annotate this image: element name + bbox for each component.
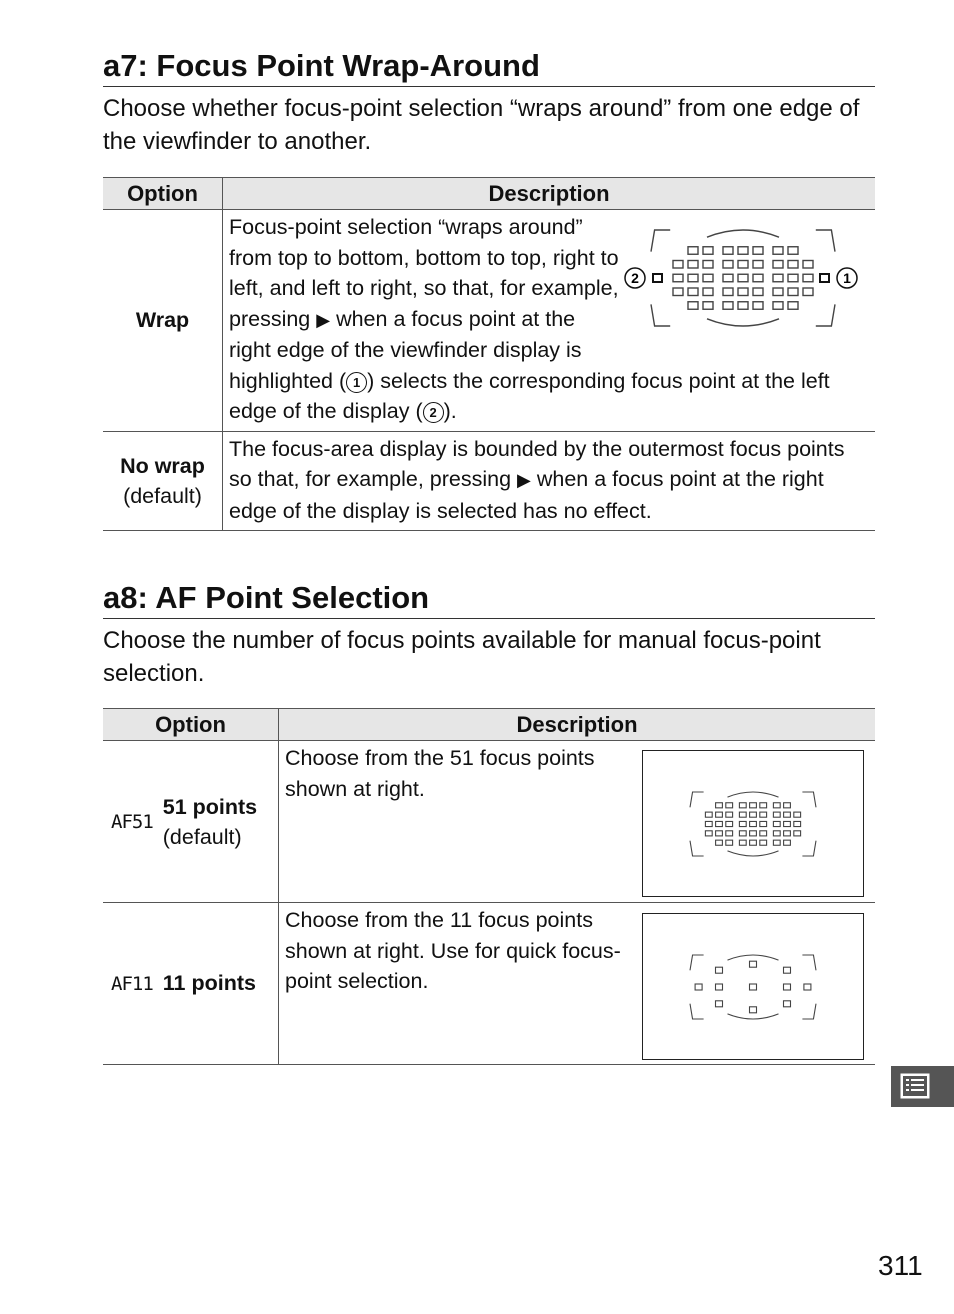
frame-arc	[707, 319, 779, 326]
focus-point	[705, 812, 712, 817]
focus-point	[716, 984, 723, 990]
a7-description-header: Description	[223, 178, 876, 210]
a7-intro: Choose whether focus-point selection “wraps around” from one edge of the viewfinder to another.	[103, 95, 860, 155]
focus-point	[739, 812, 746, 817]
a8-intro: Choose the number of focus points available for manual focus-point selection.	[103, 627, 821, 687]
right-arrow-icon: ▶	[316, 309, 331, 330]
focus-point	[773, 247, 783, 255]
focus-point	[688, 261, 698, 269]
focus-point	[688, 288, 698, 296]
focus-point	[695, 984, 702, 990]
a8-description-header: Description	[279, 709, 876, 741]
wrap-desc-part4: ).	[443, 399, 457, 423]
focus-point	[760, 812, 767, 817]
focus-point	[750, 812, 757, 817]
frame-arc	[728, 851, 779, 856]
focus-point	[750, 831, 757, 836]
focus-point	[750, 984, 757, 990]
focus-point	[716, 1001, 723, 1007]
desc-51-points: Choose from the 51 focus points shown at right.	[285, 746, 595, 801]
focus-point	[726, 803, 733, 808]
frame-corner	[816, 304, 835, 326]
menu-list-icon	[891, 1066, 954, 1107]
callout-1	[837, 268, 857, 288]
focus-point	[705, 821, 712, 826]
focus-point	[723, 288, 733, 296]
svg-text:2: 2	[631, 270, 639, 286]
callout-1-inline: 1	[346, 372, 367, 393]
focus-point	[753, 274, 763, 282]
focus-point	[688, 247, 698, 255]
svg-text:1: 1	[843, 270, 851, 286]
frame-corner	[816, 230, 835, 252]
focus-point	[705, 831, 712, 836]
focus-point	[723, 247, 733, 255]
focus-point	[784, 812, 791, 817]
frame-arc	[728, 955, 779, 960]
focus-point	[773, 261, 783, 269]
focus-point	[723, 302, 733, 310]
focus-point	[716, 831, 723, 836]
focus-point	[726, 821, 733, 826]
focus-point	[753, 261, 763, 269]
focus-point	[803, 274, 813, 282]
focus-point	[760, 821, 767, 826]
focus-point	[738, 288, 748, 296]
a8-title: a8: AF Point Selection	[103, 580, 875, 619]
focus-point	[750, 961, 757, 967]
option-no-wrap	[103, 431, 223, 531]
no-wrap-desc-part1: The focus-area display is bounded by the outermost focus points so that, for example, pressing	[229, 436, 845, 491]
table-row	[103, 210, 875, 432]
frame-arc	[728, 792, 779, 797]
frame-arc	[707, 230, 779, 237]
focus-point	[739, 803, 746, 808]
frame-corner	[651, 304, 670, 326]
focus-point	[794, 831, 801, 836]
frame-corner	[802, 792, 816, 807]
focus-point	[803, 288, 813, 296]
option-wrap: Wrap	[103, 210, 223, 432]
focus-point	[773, 831, 780, 836]
callout-2	[625, 268, 645, 288]
focus-point	[788, 302, 798, 310]
focus-point	[703, 288, 713, 296]
focus-point	[788, 274, 798, 282]
focus-point	[773, 302, 783, 310]
focus-point	[716, 840, 723, 845]
focus-point	[716, 821, 723, 826]
desc-11-points: Choose from the 11 focus points shown at right. Use for quick focus-point selection.	[285, 908, 621, 993]
focus-point	[703, 261, 713, 269]
focus-point	[726, 812, 733, 817]
focus-point	[788, 288, 798, 296]
focus-point	[688, 274, 698, 282]
focus-point	[784, 967, 791, 973]
callout-2-inline: 2	[423, 402, 444, 423]
focus-point	[760, 840, 767, 845]
no-wrap-description	[223, 432, 875, 531]
focus-point	[703, 274, 713, 282]
highlighted-left-point	[653, 274, 662, 282]
frame-corner	[802, 841, 816, 856]
a7-options-table	[103, 177, 875, 531]
focus-point	[784, 831, 791, 836]
page-number: 311	[878, 1250, 923, 1281]
focus-point	[773, 803, 780, 808]
focus-point	[703, 302, 713, 310]
focus-point	[716, 803, 723, 808]
focus-point	[723, 261, 733, 269]
focus-point	[773, 288, 783, 296]
focus-point	[750, 1007, 757, 1013]
focus-point	[794, 821, 801, 826]
focus-point	[716, 812, 723, 817]
right-arrow-icon: ▶	[517, 470, 531, 490]
frame-corner	[651, 230, 670, 252]
frame-arc	[728, 1014, 779, 1019]
focus-point	[739, 831, 746, 836]
focus-point	[784, 840, 791, 845]
focus-point	[773, 812, 780, 817]
focus-point	[760, 831, 767, 836]
focus-point	[750, 821, 757, 826]
focus-point	[738, 274, 748, 282]
focus-point	[784, 1001, 791, 1007]
af51-icon: AF51	[111, 810, 153, 833]
wrap-desc-part2: when a focus point at the right edge of the viewfinder display is highlighted (	[229, 306, 582, 393]
focus-point	[673, 288, 683, 296]
focus-point	[673, 261, 683, 269]
viewfinder-51-points-diagram	[642, 750, 864, 897]
table-row	[103, 431, 875, 531]
viewfinder-11-points-diagram	[642, 913, 864, 1060]
focus-point	[788, 247, 798, 255]
focus-point	[726, 831, 733, 836]
focus-point	[688, 302, 698, 310]
focus-point	[739, 840, 746, 845]
wrap-desc-part3: ) selects the corresponding focus point at the left edge of the display (	[229, 368, 830, 423]
focus-point	[738, 247, 748, 255]
focus-point	[784, 803, 791, 808]
wrap-description	[223, 210, 875, 431]
focus-point	[803, 261, 813, 269]
focus-point	[673, 274, 683, 282]
focus-point	[703, 247, 713, 255]
frame-corner	[802, 955, 816, 970]
focus-point	[726, 840, 733, 845]
frame-corner	[690, 792, 704, 807]
no-wrap-desc-part2: when a focus point at the right edge of the display is selected has no effect.	[229, 467, 824, 523]
focus-point	[788, 261, 798, 269]
option-11-points: 11 points	[162, 971, 256, 995]
focus-point	[716, 967, 723, 973]
focus-point	[773, 840, 780, 845]
focus-point	[760, 803, 767, 808]
focus-point	[784, 984, 791, 990]
viewfinder-wrap-diagram	[621, 216, 865, 336]
frame-corner	[690, 1004, 704, 1019]
focus-point	[773, 274, 783, 282]
option-51-default: (default)	[162, 824, 242, 849]
focus-point	[804, 984, 811, 990]
focus-point	[794, 812, 801, 817]
no-wrap-label: No wrap	[120, 453, 205, 478]
a7-title: a7: Focus Point Wrap-Around	[103, 48, 875, 87]
focus-point	[753, 288, 763, 296]
focus-point	[750, 840, 757, 845]
focus-point	[753, 302, 763, 310]
no-wrap-default: (default)	[123, 483, 202, 508]
frame-corner	[802, 1004, 816, 1019]
menu-tab[interactable]	[891, 1066, 954, 1107]
focus-point	[750, 803, 757, 808]
frame-corner	[690, 841, 704, 856]
wrap-desc-part1: Focus-point selection “wraps around” from top to bottom, bottom to top, right to left, and left to right, so that, for example, pressing	[229, 215, 619, 331]
af11-icon: AF11	[111, 972, 153, 995]
focus-point	[738, 261, 748, 269]
frame-corner	[690, 955, 704, 970]
highlighted-right-point	[820, 274, 829, 282]
a7-option-header: Option	[103, 178, 223, 210]
option-51-points: 51 points	[162, 794, 258, 819]
a8-option-header: Option	[103, 709, 279, 741]
focus-point	[753, 247, 763, 255]
focus-point	[723, 274, 733, 282]
focus-point	[784, 821, 791, 826]
focus-point	[738, 302, 748, 310]
focus-point	[739, 821, 746, 826]
focus-point	[773, 821, 780, 826]
